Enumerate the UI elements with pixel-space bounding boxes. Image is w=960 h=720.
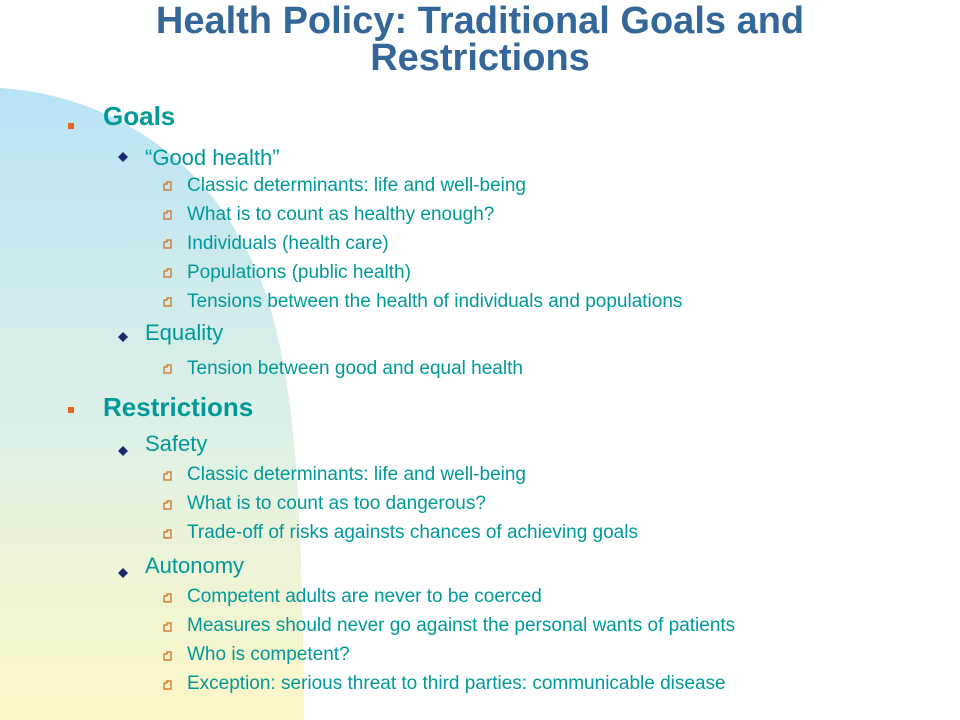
subitem-equality: Equality — [145, 320, 224, 345]
point-text: Tension between good and equal health — [187, 358, 523, 379]
section-heading-goals: Goals — [103, 101, 176, 131]
pointing-hand-bullet-icon — [163, 500, 172, 510]
point-text: Trade-off of risks againsts chances of achieving goals — [187, 522, 638, 543]
subitem-good-health: “Good health” — [145, 145, 280, 170]
point-text: Measures should never go against the personal wants of patients — [187, 615, 736, 636]
point-text: Classic determinants: life and well-being — [187, 175, 526, 196]
orange-square-bullet-icon — [68, 407, 74, 413]
pointing-hand-bullet-icon — [163, 268, 172, 278]
section-heading-restrictions: Restrictions — [103, 392, 254, 422]
navy-diamond-bullet-icon — [118, 152, 128, 162]
navy-diamond-bullet-icon — [118, 332, 128, 342]
pointing-hand-bullet-icon — [163, 471, 172, 481]
pointing-hand-bullet-icon — [163, 651, 172, 661]
pointing-hand-bullet-icon — [163, 239, 172, 249]
pointing-hand-bullet-icon — [163, 593, 172, 603]
point-text: Populations (public health) — [187, 262, 411, 283]
point-text: Tensions between the health of individuals and populations — [187, 291, 683, 312]
navy-diamond-bullet-icon — [118, 568, 128, 578]
pointing-hand-bullet-icon — [163, 529, 172, 539]
pointing-hand-bullet-icon — [163, 364, 172, 374]
slide-title-line1: Health Policy: Traditional Goals and — [155, 0, 805, 42]
point-text: Individuals (health care) — [187, 233, 389, 254]
pointing-hand-bullet-icon — [163, 181, 172, 191]
subitem-safety: Safety — [145, 431, 208, 456]
slide-title-line2: Restrictions — [370, 37, 590, 79]
subitem-autonomy: Autonomy — [145, 553, 245, 578]
pointing-hand-bullet-icon — [163, 680, 172, 690]
pointing-hand-bullet-icon — [163, 210, 172, 220]
navy-diamond-bullet-icon — [118, 446, 128, 456]
point-text: Classic determinants: life and well-being — [187, 464, 526, 485]
pointing-hand-bullet-icon — [163, 622, 172, 632]
point-text: Who is competent? — [187, 644, 350, 665]
point-text: Competent adults are never to be coerced — [187, 586, 542, 607]
pointing-hand-bullet-icon — [163, 297, 172, 307]
point-text: What is to count as healthy enough? — [187, 204, 495, 225]
point-text: What is to count as too dangerous? — [187, 493, 486, 514]
orange-square-bullet-icon — [68, 123, 74, 129]
point-text: Exception: serious threat to third parties: communicable disease — [187, 673, 726, 694]
